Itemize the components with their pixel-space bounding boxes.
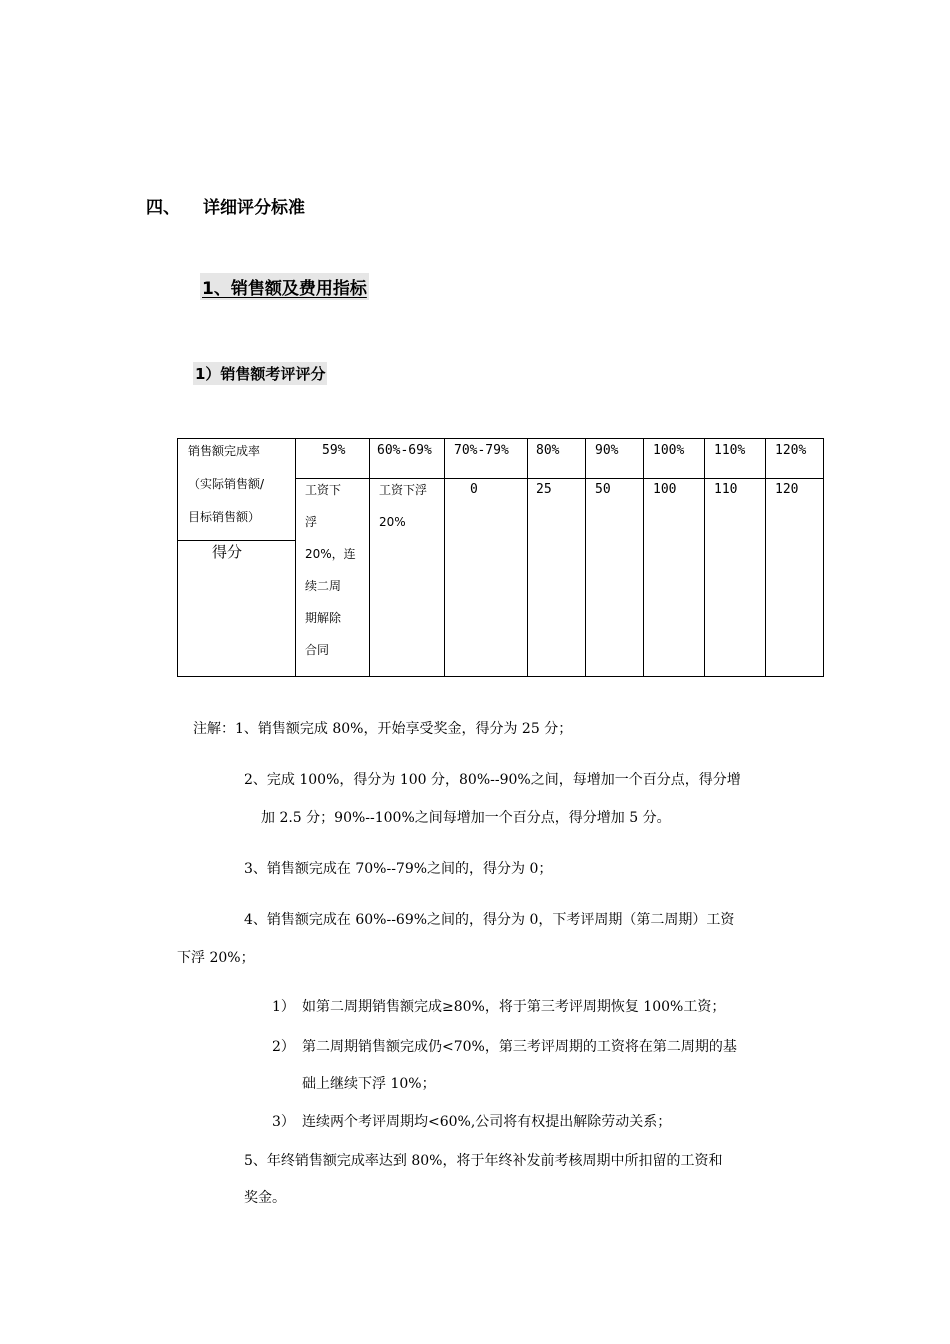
- table-col-divider: [527, 439, 528, 676]
- rate-cell: 120%: [775, 443, 807, 458]
- score-line: 20%，连: [305, 547, 356, 561]
- score-cell: 100: [653, 482, 677, 497]
- subnote-2-number: 2）: [272, 1039, 295, 1055]
- score-line: 续二周: [305, 579, 342, 593]
- score-cell: 25: [536, 482, 552, 497]
- subnote-2-line-2: 础上继续下浮 10%；: [302, 1076, 436, 1092]
- row-header-line: 目标销售额）: [188, 510, 261, 524]
- subnote-2-line-1: 第二周期销售额完成仍<70%，第三考评周期的工资将在第二周期的基: [302, 1039, 737, 1055]
- note-1: 注解：1、销售额完成 80%，开始享受奖金，得分为 25 分；: [193, 721, 573, 737]
- rate-cell: 100%: [653, 443, 685, 458]
- table-col-divider: [295, 439, 296, 676]
- note-5-line-2: 奖金。: [244, 1190, 286, 1206]
- score-line: 工资下浮: [379, 483, 428, 497]
- row-header-line: 销售额完成率: [188, 444, 261, 458]
- note-2-line-2: 加 2.5 分；90%--100%之间每增加一个百分点，得分增加 5 分。: [261, 810, 671, 826]
- rate-cell: 90%: [595, 443, 619, 458]
- subnote-1: 如第二周期销售额完成≥80%，将于第三考评周期恢复 100%工资；: [302, 999, 726, 1015]
- note-3: 3、销售额完成在 70%--79%之间的，得分为 0；: [244, 861, 553, 877]
- sales-score-table: [177, 438, 824, 677]
- score-cell: [379, 474, 443, 538]
- section-number: 四、: [146, 198, 180, 218]
- score-cell: 0: [470, 482, 478, 497]
- score-line: 合同: [305, 643, 330, 657]
- rate-cell: 110%: [714, 443, 746, 458]
- table-col-divider: [444, 439, 445, 676]
- table-col-divider: [765, 439, 766, 676]
- score-cell: 50: [595, 482, 611, 497]
- note-4-line-1: 4、销售额完成在 60%--69%之间的，得分为 0，下考评周期（第二周期）工资: [244, 912, 735, 928]
- row-header-line: （实际销售额/: [188, 477, 265, 491]
- score-cell: 110: [714, 482, 738, 497]
- score-cell: [305, 474, 365, 666]
- score-line: 20%: [379, 515, 406, 529]
- row-header-score: 得分: [212, 543, 243, 561]
- rate-cell: 70%-79%: [454, 443, 509, 458]
- table-col-divider: [585, 439, 586, 676]
- rate-cell: 59%: [322, 443, 346, 458]
- score-cell: 120: [775, 482, 799, 497]
- table-col-divider: [704, 439, 705, 676]
- table-row-divider: [295, 478, 823, 479]
- rate-cell: 60%-69%: [377, 443, 432, 458]
- score-line: 工资下: [305, 483, 342, 497]
- section-title: 详细评分标准: [203, 198, 305, 218]
- subnote-3: 连续两个考评周期均<60%,公司将有权提出解除劳动关系；: [302, 1114, 672, 1130]
- row-header-rate: [188, 435, 288, 534]
- subnote-1-number: 1）: [272, 999, 295, 1015]
- table-col-divider: [643, 439, 644, 676]
- subsubsection-title: 1）销售额考评评分: [193, 362, 327, 385]
- subnote-3-number: 3）: [272, 1114, 295, 1130]
- note-4-line-2: 下浮 20%；: [177, 950, 255, 966]
- score-line: 期解除: [305, 611, 342, 625]
- subsection-title: 1、销售额及费用指标: [200, 273, 369, 300]
- note-5-line-1: 5、年终销售额完成率达到 80%，将于年终补发前考核周期中所扣留的工资和: [244, 1153, 723, 1169]
- rate-cell: 80%: [536, 443, 560, 458]
- note-2-line-1: 2、完成 100%，得分为 100 分，80%--90%之间，每增加一个百分点，得分增: [244, 772, 741, 788]
- table-col-divider: [369, 439, 370, 676]
- score-line: 浮: [305, 515, 318, 529]
